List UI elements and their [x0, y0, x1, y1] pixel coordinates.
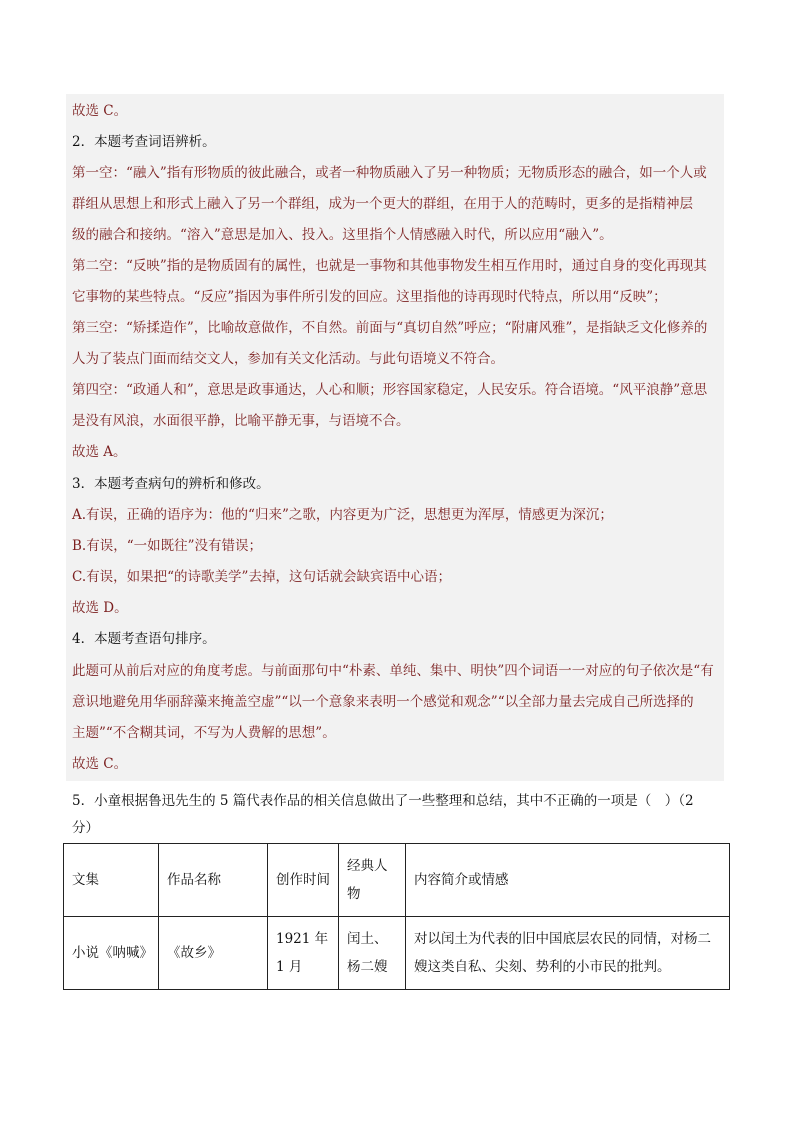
cell-collection: 小说《呐喊》	[64, 917, 159, 990]
answer-line: 2．本题考查词语辨析。	[72, 134, 216, 150]
question-5-line-2: 分）	[72, 820, 99, 836]
cell-characters: 闰土、杨二嫂	[339, 917, 406, 990]
answer-line: 主题”“不含糊其词，不写为人费解的思想”。	[72, 725, 336, 741]
answer-line: A.有误，正确的语序为：他的“归来”之歌，内容更为广泛，思想更为浑厚，情感更为深沉；	[72, 507, 613, 523]
answer-line: 是没有风浪，水面很平静，比喻平静无事，与语境不合。	[72, 413, 410, 429]
cell-date: 1921 年 1 月	[268, 917, 339, 990]
cell-summary: 对以闰土为代表的旧中国底层农民的同情，对杨二嫂这类自私、尖刻、势利的小市民的批判。	[406, 917, 730, 990]
answer-line: 它事物的某些特点。“反应”指因为事件所引发的回应。这里指他的诗再现时代特点，所以用“反映”；	[72, 289, 667, 305]
header-collection: 文集	[64, 844, 159, 917]
answer-line: 此题可从前后对应的角度考虑。与前面那句中“朴素、单纯、集中、明快”四个词语一一对应的句子依次是“有	[72, 663, 714, 679]
question-5-line-1: 5．小童根据鲁迅先生的 5 篇代表作品的相关信息做出了一些整理和总结，其中不正确的一项是（ ）（2	[72, 793, 694, 809]
answer-line: C.有误，如果把“的诗歌美学”去掉，这句话就会缺宾语中心语；	[72, 569, 451, 585]
answer-line: 故选 A。	[72, 444, 127, 460]
table-row	[64, 917, 730, 990]
answer-line: 人为了装点门面而结交文人，参加有关文化活动。与此句语境义不符合。	[72, 351, 504, 367]
header-summary: 内容简介或情感	[406, 844, 730, 917]
answer-line: 级的融合和接纳。“溶入”意思是加入、投入。这里指个人情感融入时代，所以应用“融入”。	[72, 227, 613, 243]
header-characters: 经典人物	[339, 844, 406, 917]
answer-line: 群组从思想上和形式上融入了另一个群组，成为一个更大的群组，在用于人的范畴时，更多的是指精神层	[72, 196, 693, 212]
answer-line: 第二空：“反映”指的是物质固有的属性，也就是一事物和其他事物发生相互作用时，通过自身的变化再现其	[72, 258, 707, 274]
answer-line: 第三空：“矫揉造作”，比喻故意做作，不自然。前面与“真切自然”呼应；“附庸风雅”，是指缺乏文化修养的	[72, 320, 708, 336]
answer-line: 意识地避免用华丽辞藻来掩盖空虚”“以一个意象来表明一个感觉和观念”“以全部力量去完成自己所选择的	[72, 694, 694, 710]
answer-line: B.有误，“一如既往”没有错误；	[72, 538, 263, 554]
answer-line: 故选 C。	[72, 103, 128, 119]
answer-line: 第四空：“政通人和”，意思是政事通达，人心和顺；形容国家稳定，人民安乐。符合语境。“风平浪静”意思	[72, 382, 708, 398]
answer-line: 故选 D。	[72, 600, 128, 616]
table-header-row	[64, 844, 730, 917]
answer-line: 故选 C。	[72, 756, 128, 772]
answer-line: 4．本题考查语句排序。	[72, 631, 216, 647]
header-title: 作品名称	[159, 844, 268, 917]
answer-line: 3．本题考查病句的辨析和修改。	[72, 476, 270, 492]
works-table	[63, 843, 730, 990]
header-date: 创作时间	[268, 844, 339, 917]
cell-title: 《故乡》	[159, 917, 268, 990]
answer-line: 第一空：“融入”指有形物质的彼此融合，或者一种物质融入了另一种物质；无物质形态的融合，如一个人或	[72, 165, 707, 181]
